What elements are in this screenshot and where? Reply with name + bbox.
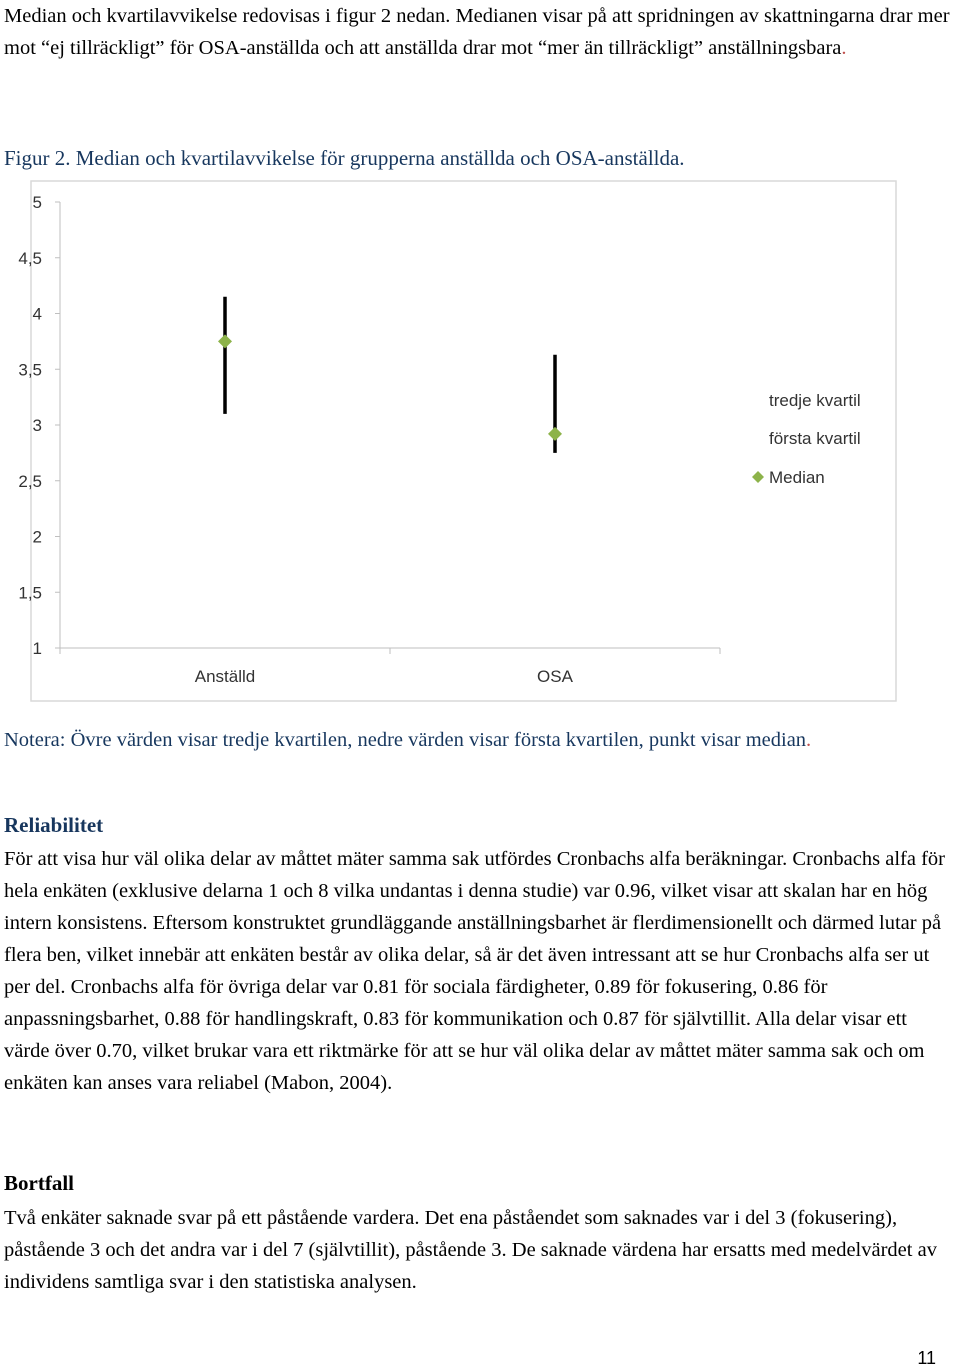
legend-label: Median xyxy=(769,468,825,487)
x-tick-label: OSA xyxy=(537,667,573,686)
page-number: 11 xyxy=(917,1348,936,1368)
y-tick-label: 4 xyxy=(32,304,42,324)
y-tick-label: 1,5 xyxy=(18,583,42,603)
note-dot: . xyxy=(806,729,812,751)
y-tick-label: 3,5 xyxy=(18,360,42,380)
legend-label: tredje kvartil xyxy=(769,391,861,410)
figure-note xyxy=(4,724,954,756)
y-tick-label: 1 xyxy=(32,639,42,658)
legend-label: första kvartil xyxy=(769,429,861,448)
y-tick-label: 5 xyxy=(32,193,42,212)
heading-reliability: Reliabilitet xyxy=(4,813,104,837)
box-chart xyxy=(0,178,900,706)
y-tick-label: 2 xyxy=(32,527,42,547)
dropout-paragraph: Två enkäter saknade svar på ett påstående vardera. Det ena påståendet som saknades var i del 3 (fokusering), påstående 3 och det andra var i del 7 (självtillit), påstående 3. De saknade värdena har ersatts med medelvärdet av individens samtliga svar i den statistiska analysen. xyxy=(4,1207,937,1293)
intro-text: Median och kvartilavvikelse redovisas i figur 2 nedan. Medianen visar på att spridningen av skattningarna drar mer mot “ej tillräckligt” för OSA-anställda och att anställda drar mot “mer än tillräckligt” anställningsbara xyxy=(4,5,950,59)
heading-dropout: Bortfall xyxy=(4,1171,74,1195)
reliability-paragraph: För att visa hur väl olika delar av måttet mäter samma sak utfördes Cronbachs alfa beräkningar. Cronbachs alfa för hela enkäten (exklusive delarna 1 och 8 vilka undantas i denna studie) var 0.96, vilket visar att skalan har en hög intern konsistens. Eftersom konstruktet grundläggande anställningsbarhet är flerdimensionellt och därmed lutar på flera ben, vilket innebär att enkäten består av olika delar, så är det även intressant att se hur Cronbachs alfa ser ut per del. Cronbachs alfa för övriga delar var 0.81 för sociala färdigheter, 0.89 för fokusering, 0.86 för anpassningsbarhet, 0.88 för handlingskraft, 0.83 för kommunikation och 0.87 för självtillit. Alla delar visar ett värde över 0.70, vilket brukar vara ett riktmärke för att se hur väl olika delar av måttet mäter samma sak och om enkäten kan anses vara reliabel (Mabon, 2004). xyxy=(4,848,945,1094)
y-tick-label: 2,5 xyxy=(18,471,42,491)
intro-dot: . xyxy=(841,37,847,59)
figure-caption: Figur 2. Median och kvartilavvikelse för grupperna anställda och OSA-anställda. xyxy=(4,146,685,170)
y-tick-label: 4,5 xyxy=(18,248,42,268)
chart-frame xyxy=(31,181,896,701)
intro-paragraph xyxy=(4,0,954,64)
x-tick-label: Anställd xyxy=(194,667,256,686)
note-text: Notera: Övre värden visar tredje kvartilen, nedre värden visar första kvartilen, punkt visar median xyxy=(4,729,807,751)
y-tick-label: 3 xyxy=(32,416,42,435)
